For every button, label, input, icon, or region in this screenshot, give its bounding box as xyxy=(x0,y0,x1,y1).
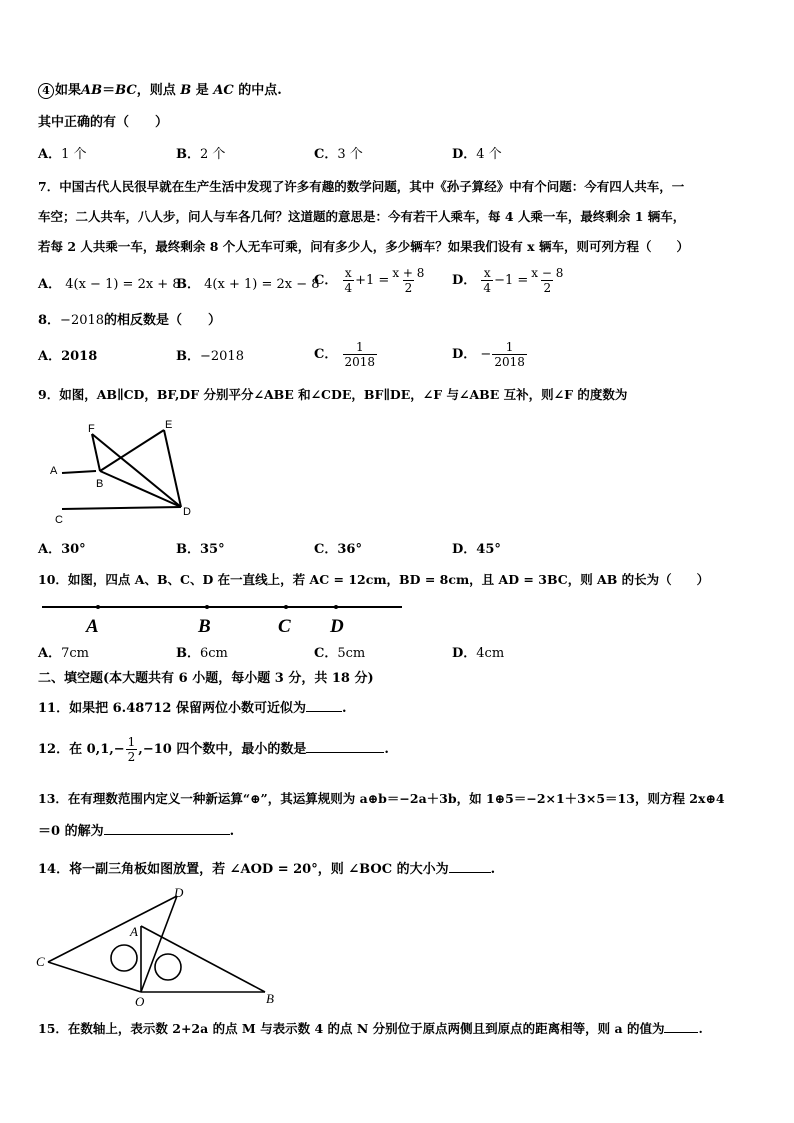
q6-option-a: A．1 个 xyxy=(38,147,87,162)
statement-4: 4 如果AB＝BC，则点 B 是 AC 的中点. xyxy=(38,82,282,100)
label-b: B xyxy=(266,991,274,1006)
q6-option-b: B．2 个 xyxy=(176,147,226,162)
label-e: E xyxy=(165,419,173,431)
answer-blank xyxy=(664,1018,698,1033)
q10-option-a: A．7cm xyxy=(38,646,89,661)
question-10-stem: 10．如图，四点 A、B、C、D 在一直线上，若 AC = 12cm，BD = 8cm，且 AD = 3BC，则 AB 的长为（ ） xyxy=(38,572,710,587)
q9-option-a: A．30° xyxy=(38,542,86,557)
q8-option-d: D． − $\frac{1}{2018}$ xyxy=(452,340,525,369)
label-a: A xyxy=(50,465,58,477)
q10-option-d: D．4cm xyxy=(452,646,505,661)
question-7-line-3: 若每 2 人共乘一车，最终剩余 8 个人无车可乘，问有多少人，多少辆车？如果我们设有 x 辆车，则可列方程（ ） xyxy=(38,239,689,254)
question-14: 14．将一副三角板如图放置，若 ∠AOD = 20°，则 ∠BOC 的大小为 . xyxy=(38,858,495,879)
question-11: 11．如果把 6.48712 保留两位小数可近似为 . xyxy=(38,697,346,718)
q6-option-c: C．3 个 xyxy=(314,147,363,162)
q9-option-d: D．45° xyxy=(452,542,501,557)
q7-option-a: A． 4(x − 1) = 2x + 8 xyxy=(38,277,181,292)
label-d: D xyxy=(183,506,191,518)
q6-option-d: D．4 个 xyxy=(452,147,502,162)
q8-option-a: A．2018 xyxy=(38,349,98,364)
q9-option-c: C．36° xyxy=(314,542,362,557)
label-b: B xyxy=(198,616,211,637)
answer-blank xyxy=(449,858,491,873)
label-a: A xyxy=(86,616,99,637)
circled-number: 4 xyxy=(38,83,54,99)
label-c: C xyxy=(55,514,63,526)
question-9-stem: 9．如图，AB∥CD，BF,DF 分别平分∠ABE 和∠CDE，BF∥DE，∠F 与∠ABE 互补，则∠F 的度数为 xyxy=(38,387,628,402)
label-c: C xyxy=(278,616,291,637)
question-15: 15．在数轴上，表示数 2+2a 的点 M 与表示数 4 的点 N 分别位于原点两侧且到原点的距离相等，则 a 的值为 . xyxy=(38,1018,703,1038)
label-f: F xyxy=(88,423,95,435)
label-b: B xyxy=(96,478,104,490)
label-d: D xyxy=(330,616,344,637)
q10-option-b: B．6cm xyxy=(176,646,228,661)
q10-figure xyxy=(40,598,410,638)
section-heading: 二、填空题(本大题共有 6 小题，每小题 3 分，共 18 分) xyxy=(38,671,374,686)
q14-figure xyxy=(32,886,292,1012)
answer-blank xyxy=(104,820,230,835)
question-7-line-2: 车空；二人共车，八人步，问人与车各几何？这道题的意思是：今有若干人乘车，每 4 人乘一车，最终剩余 1 辆车， xyxy=(38,209,686,224)
q9-figure xyxy=(40,412,200,528)
q7-option-c: C． $\frac{x}{4}$ +1 = $\frac{x + 8}{2}$ xyxy=(314,266,425,295)
q10-option-c: C．5cm xyxy=(314,646,366,661)
answer-blank xyxy=(306,738,384,753)
label-o: O xyxy=(135,994,145,1009)
answer-blank xyxy=(306,697,342,712)
q9-option-b: B．35° xyxy=(176,542,225,557)
label-d: D xyxy=(174,886,184,900)
q8-option-c: C． $\frac{1}{2018}$ xyxy=(314,340,376,369)
label-c: C xyxy=(36,954,45,969)
question-6-stem: 其中正确的有（ ） xyxy=(38,115,169,130)
q7-option-b: B． 4(x + 1) = 2x − 8 xyxy=(176,277,320,292)
question-7-line-1: 7．中国古代人民很早就在生产生活中发现了许多有趣的数学问题，其中《孙子算经》中有个问题：今有四人共车，一 xyxy=(38,179,685,194)
label-a: A xyxy=(130,924,138,939)
q8-option-b: B．−2018 xyxy=(176,349,244,364)
question-13-line-1: 13．在有理数范围内定义一种新运算“⊕”，其运算规则为 a⊕b＝−2a＋3b，如 1⊕5＝−2×1＋3×5＝13，则方程 2x⊕4 xyxy=(38,791,725,806)
q7-option-d: D． $\frac{x}{4}$ −1 = $\frac{x - 8}{2}$ xyxy=(452,266,564,295)
question-8-stem: 8．−2018的相反数是（ ） xyxy=(38,313,222,328)
question-13-line-2: ＝0 的解为 . xyxy=(38,820,234,841)
question-12: 12．在 0,1,− $\frac{1}{2}$ ,−10 四个数中，最小的数是 . xyxy=(38,735,389,764)
